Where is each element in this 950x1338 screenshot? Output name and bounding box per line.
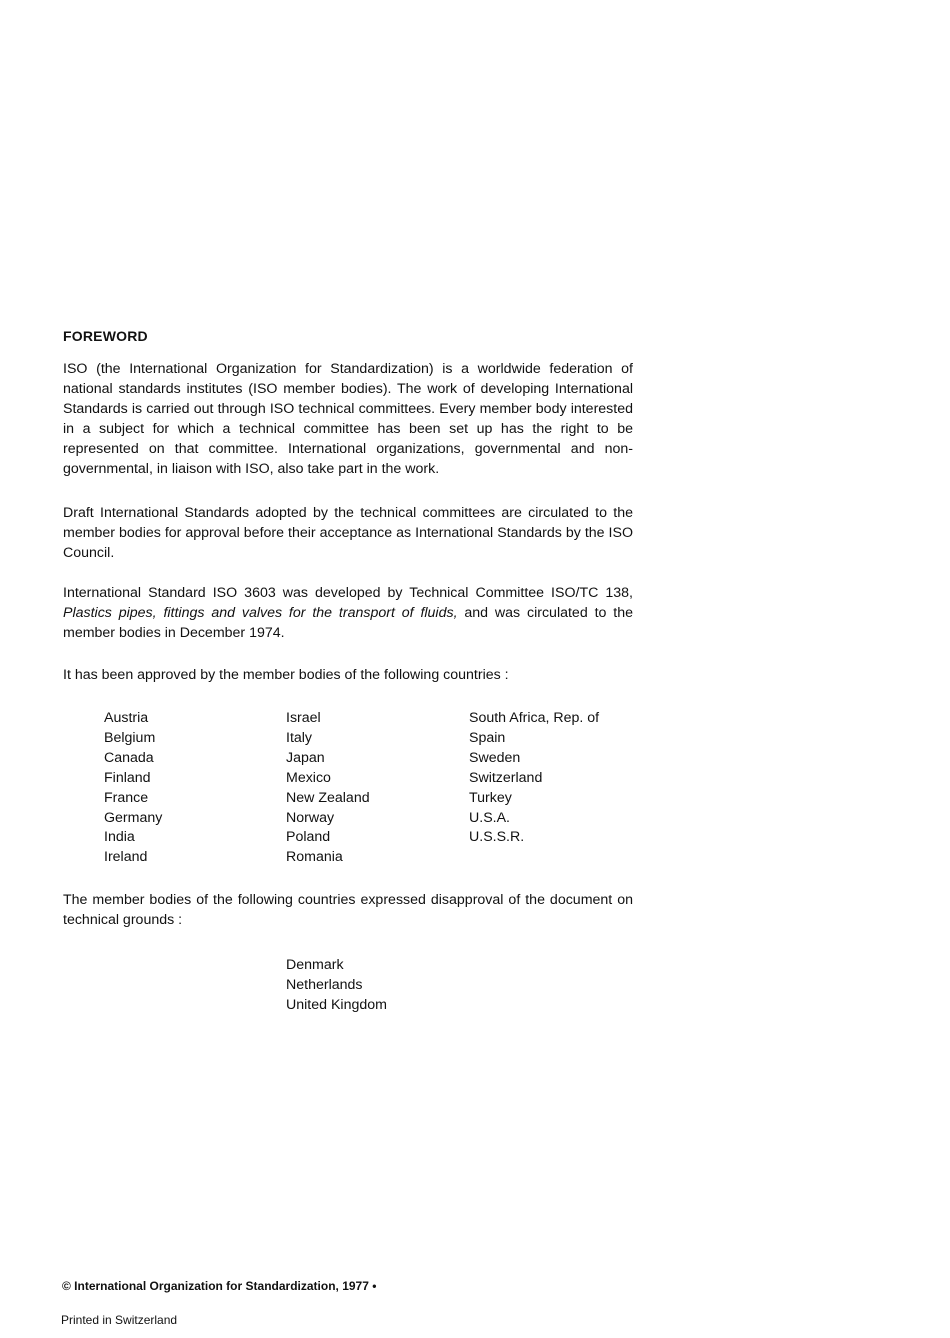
foreword-heading: FOREWORD xyxy=(63,328,148,344)
country-item: Mexico xyxy=(286,769,331,786)
country-item: Switzerland xyxy=(469,769,543,786)
foreword-paragraph-2: Draft International Standards adopted by the technical committees are circulated to the member bodies for approval before their acceptance as International Standards by the ISO Council. xyxy=(63,505,633,561)
country-item: New Zealand xyxy=(286,789,370,806)
country-item: Romania xyxy=(286,849,343,866)
country-item: Denmark xyxy=(286,957,344,973)
country-item: Sweden xyxy=(469,749,521,766)
country-item: Belgium xyxy=(104,729,156,746)
country-item: Norway xyxy=(286,809,335,826)
approving-countries-column-2 xyxy=(286,709,370,868)
country-item: Italy xyxy=(286,729,313,746)
country-item: Finland xyxy=(104,769,151,786)
paragraph-3-intro: International Standard ISO 3603 was developed by Technical Committee ISO/TC 138, xyxy=(63,585,633,601)
country-item: United Kingdom xyxy=(286,997,387,1013)
country-item: Turkey xyxy=(469,789,512,806)
disapproval-intro: The member bodies of the following countries expressed disapproval of the document on technical grounds : xyxy=(63,892,633,928)
disapproving-countries-list xyxy=(286,955,387,1015)
country-item: Germany xyxy=(104,809,163,826)
country-item: U.S.A. xyxy=(469,809,510,826)
country-item: Ireland xyxy=(104,849,148,866)
country-item: Netherlands xyxy=(286,977,363,993)
country-item: Spain xyxy=(469,729,506,746)
foreword-paragraph-3 xyxy=(63,583,633,643)
printed-notice: Printed in Switzerland xyxy=(61,1313,178,1327)
country-item: South Africa, Rep. of xyxy=(469,710,600,726)
country-item: Canada xyxy=(104,749,154,766)
approval-intro: It has been approved by the member bodies of the following countries : xyxy=(63,667,509,683)
country-item: France xyxy=(104,789,149,806)
country-item: India xyxy=(104,829,135,846)
committee-title: Plastics pipes, fittings and valves for the transport of fluids, xyxy=(63,605,458,621)
paragraph-3-outro: and was circulated to the member bodies in December 1974. xyxy=(63,605,633,641)
country-item: Austria xyxy=(104,710,149,726)
country-item: Poland xyxy=(286,829,331,846)
copyright-notice: © International Organization for Standardization, 1977 • xyxy=(62,1279,377,1293)
country-item: Japan xyxy=(286,749,325,766)
country-item: Israel xyxy=(286,710,321,726)
approving-countries-column-1 xyxy=(104,709,162,868)
country-item: U.S.S.R. xyxy=(469,829,525,846)
approving-countries-column-3 xyxy=(469,709,599,848)
foreword-paragraph-1: ISO (the International Organization for Standardization) is a worldwide federation of national standards institutes (ISO member bodies). The work of developing International Standards is carried out through ISO technical committees. Every member body interested in a subject for which a technical committee has been set up has the right to be represented on that committee. International organizations, governmental and non-governmental, in liaison with ISO, also take part in the work. xyxy=(63,361,633,477)
